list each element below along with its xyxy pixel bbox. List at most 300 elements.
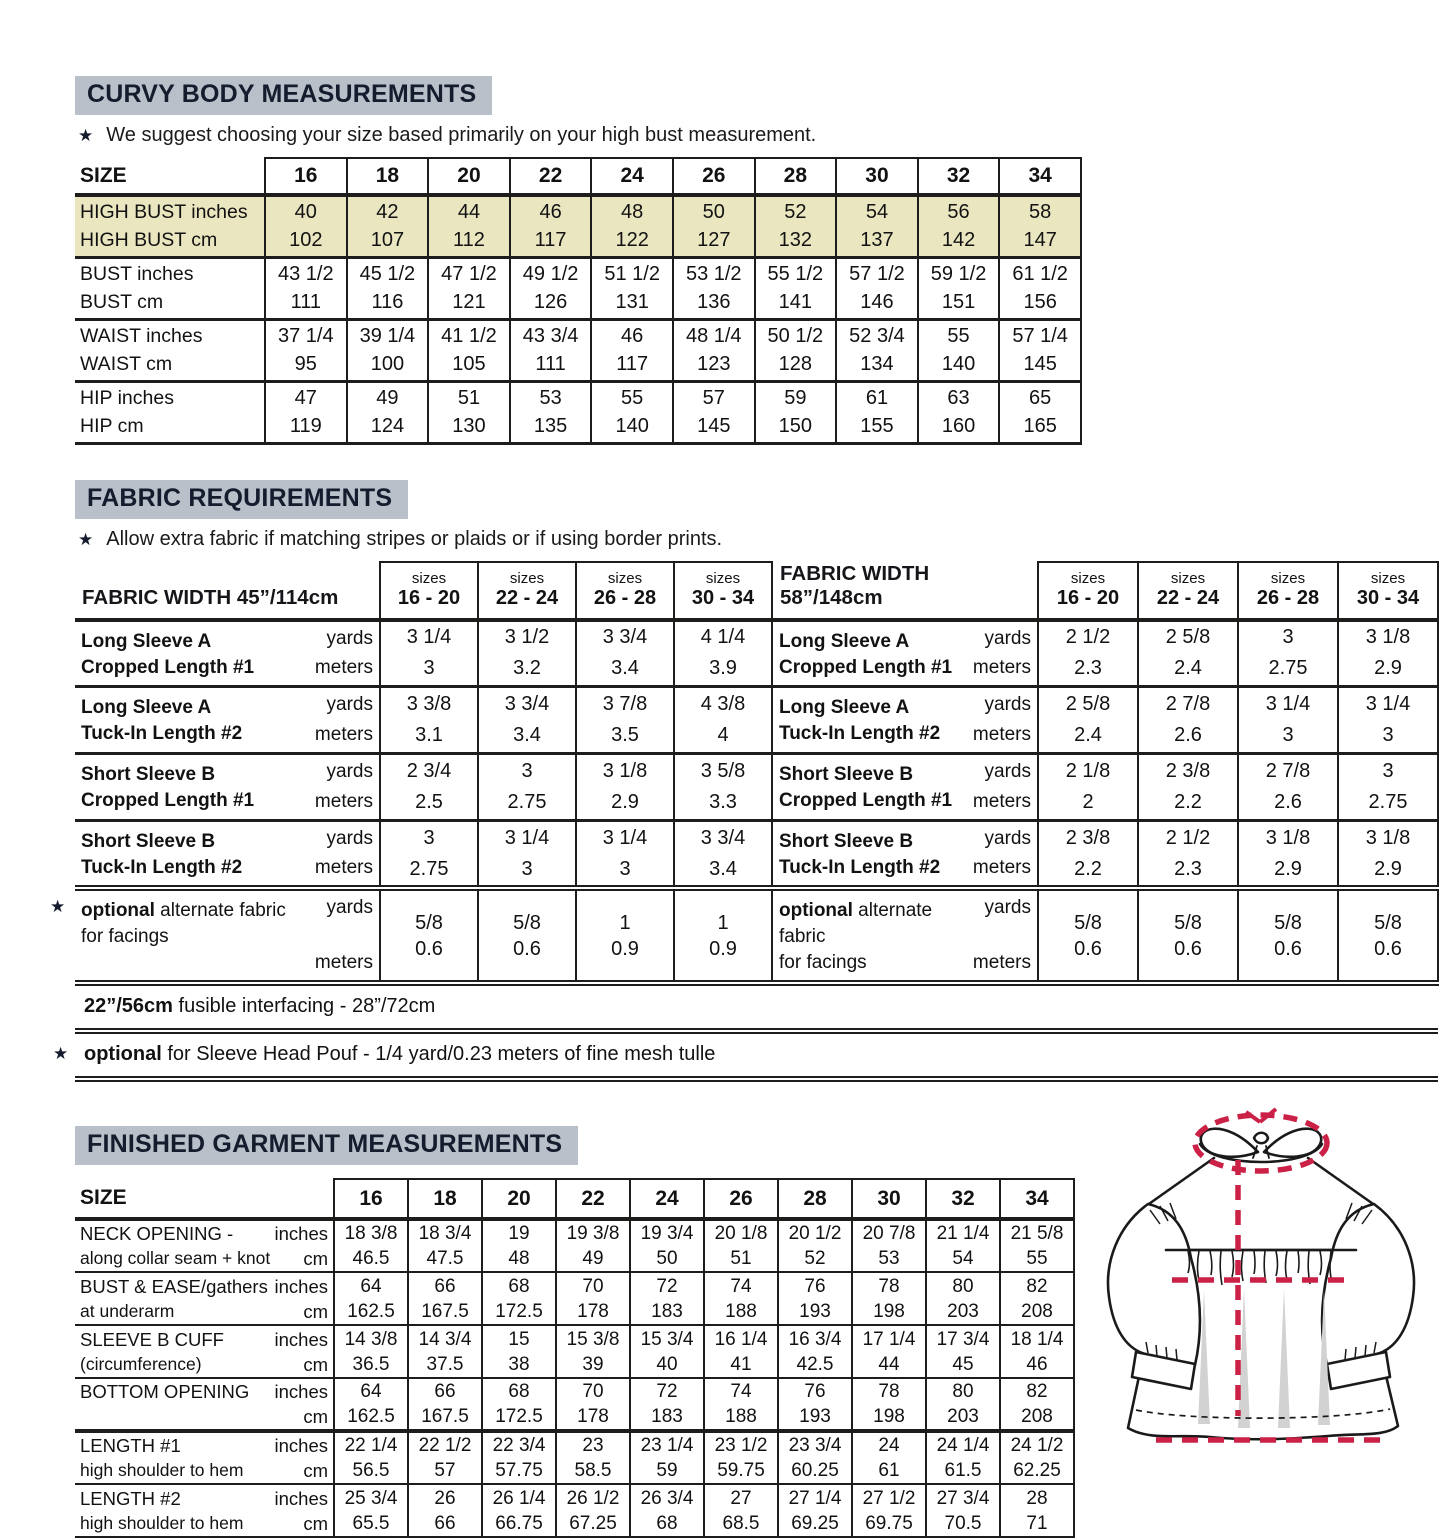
cell-line: 20 1/2: [788, 1223, 842, 1244]
optional-label: [779, 895, 973, 976]
cell-line: 48: [621, 201, 644, 224]
size-range: 22 - 24: [495, 586, 559, 609]
cell-line: 23 3/4: [788, 1435, 842, 1456]
value-cell: [673, 195, 755, 257]
view-label: [779, 826, 940, 881]
pouf-bold: optional: [84, 1043, 162, 1065]
value-cell: [576, 754, 674, 821]
fabric-row: [75, 754, 1438, 821]
cell-line: 56: [947, 201, 970, 224]
cell-line: 18 3/4: [418, 1223, 472, 1244]
value-cell: [673, 381, 755, 443]
table-header-row: [75, 158, 1081, 195]
row-label: [75, 319, 265, 381]
unit-labels: [315, 626, 373, 682]
value-cell: [482, 1325, 556, 1378]
row-label-line: [80, 1327, 328, 1352]
view-label: [81, 692, 242, 748]
cell-line: 50 1/2: [767, 325, 824, 347]
value-cell: [510, 319, 592, 381]
cell-line: 107: [370, 229, 405, 252]
cell-line: 47.5: [426, 1248, 464, 1269]
value-cell: [999, 381, 1081, 443]
cell-line: 3 1/4: [504, 826, 550, 849]
size-header-cell: 32: [918, 158, 1000, 195]
value-cell: [755, 257, 837, 319]
left-sleeve: [1108, 1204, 1200, 1365]
cell-line: 137: [860, 229, 894, 252]
value-cell: [630, 1484, 704, 1537]
cell-line: 124: [370, 415, 405, 437]
value-cell: [408, 1325, 482, 1378]
value-cell: [778, 1378, 852, 1431]
cell-line: 3 1/8: [1365, 826, 1411, 849]
cell-line: 17 1/4: [862, 1328, 916, 1350]
cell-line: 24 1/4: [936, 1435, 990, 1456]
value-cell: [1238, 687, 1338, 754]
cell-line: 5/8: [1374, 911, 1402, 934]
measure-name: BOTTOM OPENING: [80, 1381, 250, 1402]
value-cell: [1138, 754, 1238, 821]
cell-line: 59 1/2: [930, 263, 987, 285]
yards-label: yards: [984, 694, 1031, 715]
meters-label: meters: [314, 952, 373, 973]
cell-line: 50: [702, 201, 725, 224]
value-cell: [1338, 754, 1438, 821]
row-label: [75, 1431, 334, 1484]
value-cell: [482, 1272, 556, 1325]
cell-line: 167.5: [421, 1300, 469, 1322]
cell-line: 17 3/4: [936, 1328, 990, 1350]
cell-line: 24: [878, 1435, 900, 1456]
cell-line: 140: [941, 353, 976, 375]
cell-line: 66: [434, 1381, 456, 1402]
optional-bold: optional: [779, 900, 853, 921]
cell-line: 3: [423, 826, 435, 849]
size-group-header: [1238, 562, 1338, 620]
cell-line: 45 1/2: [359, 263, 416, 285]
star-icon: ★: [53, 1044, 69, 1063]
cell-line: 46: [621, 325, 644, 347]
cell-line: 28: [1026, 1487, 1048, 1509]
cell-line: 140: [615, 415, 649, 437]
value-cell: [556, 1378, 630, 1431]
cell-line: 2 1/8: [1065, 760, 1111, 782]
view-label: [81, 826, 242, 881]
inches-label: inches: [274, 1487, 328, 1509]
finished-garment-table: [75, 1178, 1075, 1538]
value-cell: [556, 1272, 630, 1325]
row-label: [772, 620, 1038, 687]
cell-line: 65.5: [352, 1512, 390, 1534]
section-body-measurements: [75, 76, 1445, 445]
row-label: [75, 1219, 334, 1272]
row-label-wrap: [773, 688, 1037, 752]
cell-line: 178: [577, 1300, 609, 1322]
optional-label-line: for facings: [81, 926, 169, 947]
cell-line: 78: [878, 1275, 900, 1297]
cell-line: 132: [778, 229, 813, 252]
table-row: [75, 1272, 1074, 1325]
value-cell: [428, 319, 510, 381]
cell-line: 130: [452, 415, 486, 437]
row-label: [75, 257, 265, 319]
value-cell: [836, 257, 918, 319]
cell-line: 127: [697, 229, 731, 252]
cell-line: 82: [1026, 1275, 1048, 1297]
value-cell: [852, 1219, 926, 1272]
row-label-wrap: [773, 891, 1037, 980]
value-cell: [673, 319, 755, 381]
value-cell: [428, 257, 510, 319]
cell-line: 66: [434, 1275, 456, 1297]
cell-line: 3: [521, 760, 533, 782]
row-label-wrap: [75, 822, 379, 885]
cell-line: 53: [539, 387, 562, 409]
measure-detail: (circumference): [80, 1353, 202, 1374]
cell-line: 59: [784, 387, 807, 409]
cell-line: 121: [452, 291, 486, 313]
cell-line: 188: [725, 1300, 757, 1322]
value-cell: [478, 888, 576, 983]
cell-line: 178: [577, 1406, 609, 1427]
value-cell: [1000, 1325, 1074, 1378]
star-icon: ★: [78, 126, 94, 145]
cell-line: 162.5: [347, 1300, 395, 1322]
value-cell: [674, 620, 772, 687]
cell-line: 3.4: [611, 657, 639, 680]
cell-line: 3 3/8: [406, 693, 452, 715]
size-header-cell: 20: [428, 158, 510, 195]
value-cell: [347, 381, 429, 443]
pouf-note: ★ optional for Sleeve Head Pouf - 1/4 yard/0.23 meters of fine mesh tulle: [75, 1031, 1438, 1079]
collar-left-petal: [1201, 1129, 1258, 1157]
cell-line: 51: [730, 1248, 752, 1269]
cell-line: 61: [865, 387, 889, 409]
cell-line: 61 1/2: [1012, 263, 1068, 285]
cell-line: 198: [873, 1406, 905, 1427]
fabric-row: [75, 620, 1438, 687]
optional-fabric-row: [75, 888, 1438, 983]
cell-line: 3 5/8: [700, 760, 746, 782]
cell-line: WAIST inches: [80, 325, 203, 347]
cell-line: 0.6: [415, 937, 443, 960]
fabric-width-header: FABRIC WIDTH 45”/114cm: [75, 562, 380, 620]
cell-line: 3.2: [513, 657, 541, 680]
cell-line: 46: [539, 201, 562, 224]
value-cell: [334, 1219, 408, 1272]
sizes-caption: sizes: [1170, 569, 1206, 587]
row-label-line: [80, 1274, 328, 1299]
value-cell: [926, 1378, 1000, 1431]
cell-line: 2 7/8: [1165, 693, 1211, 715]
row-label: [772, 888, 1038, 983]
cell-line: 55 1/2: [767, 263, 824, 285]
cell-line: 172.5: [495, 1406, 543, 1427]
cell-line: 2.6: [1174, 724, 1202, 746]
value-cell: [482, 1484, 556, 1537]
size-suggestion-note: [78, 124, 1445, 147]
row-label-line: [80, 1299, 328, 1324]
cell-line: 2.3: [1074, 657, 1102, 680]
measure-name: NECK OPENING -: [80, 1223, 234, 1244]
value-cell: [918, 195, 1000, 257]
cell-line: 57: [702, 387, 725, 409]
cell-line: 3: [521, 857, 533, 880]
section-fabric-requirements: [50, 480, 1445, 1083]
row-label: [75, 1484, 334, 1537]
meters-label: meters: [314, 724, 373, 745]
cell-line: 47: [294, 387, 317, 409]
value-cell: [1338, 888, 1438, 983]
value-cell: [576, 888, 674, 983]
measure-name: LENGTH #1: [80, 1435, 181, 1456]
cell-line: 61.5: [944, 1460, 982, 1481]
inches-label: inches: [274, 1381, 328, 1402]
cell-line: 42: [376, 201, 399, 224]
sizes-caption: sizes: [1370, 569, 1406, 587]
cell-line: 57: [434, 1460, 456, 1481]
cell-line: 135: [533, 415, 568, 437]
size-header-cell: 34: [999, 158, 1081, 195]
cell-line: 5/8: [415, 911, 443, 934]
size-header-cell: 34: [1000, 1179, 1074, 1219]
value-cell: [347, 195, 429, 257]
cell-line: 23: [582, 1435, 604, 1456]
cell-line: 37 1/4: [277, 325, 334, 347]
value-cell: [1238, 620, 1338, 687]
cell-line: 193: [799, 1406, 831, 1427]
row-label: [75, 195, 265, 257]
view-label-line: Short Sleeve B: [779, 764, 914, 785]
cell-line: 3.4: [709, 857, 737, 880]
cell-line: 54: [952, 1248, 974, 1269]
cm-label: cm: [303, 1460, 328, 1481]
sizes-caption: sizes: [1270, 569, 1306, 587]
row-label-line: [80, 1246, 328, 1271]
cell-line: 116: [371, 291, 404, 313]
optional-label-line: optional alternate fabric: [779, 900, 933, 947]
row-label: [75, 687, 380, 754]
size-header-cell: 22: [510, 158, 592, 195]
yards-label: yards: [984, 761, 1031, 782]
row-label-wrap: [75, 755, 379, 819]
view-label-line: Cropped Length #1: [779, 790, 953, 811]
cell-line: 80: [952, 1275, 974, 1297]
fabric-row: [75, 687, 1438, 754]
cell-line: 2.2: [1174, 791, 1202, 813]
cell-line: 2.9: [1374, 657, 1402, 680]
cell-line: 27 3/4: [936, 1487, 990, 1509]
measure-detail: high shoulder to hem: [80, 1460, 244, 1480]
collar-right-petal: [1264, 1129, 1321, 1157]
value-cell: [778, 1431, 852, 1484]
cell-line: 63: [947, 387, 970, 409]
row-label-line: [80, 1511, 328, 1536]
value-cell: [556, 1431, 630, 1484]
yards-label: yards: [326, 897, 373, 918]
cell-line: 72: [656, 1381, 678, 1402]
value-cell: [926, 1219, 1000, 1272]
cell-line: 100: [370, 353, 405, 375]
size-group-header: [1338, 562, 1438, 620]
yards-label: yards: [984, 897, 1031, 918]
cell-line: 4 3/8: [700, 693, 746, 715]
value-cell: [630, 1431, 704, 1484]
value-cell: [265, 319, 347, 381]
size-header-cell: 16: [334, 1179, 408, 1219]
value-cell: [755, 319, 837, 381]
cell-line: 18 1/4: [1010, 1328, 1064, 1350]
value-cell: [630, 1378, 704, 1431]
cell-line: 53: [878, 1248, 900, 1269]
value-cell: [852, 1325, 926, 1378]
cell-line: 3 1/4: [1365, 693, 1411, 715]
cell-line: 3 3/4: [602, 626, 648, 649]
yards-label: yards: [984, 828, 1031, 849]
value-cell: [591, 257, 673, 319]
cell-line: 1: [717, 911, 729, 934]
cell-line: 4: [717, 724, 729, 746]
cell-line: 21 5/8: [1010, 1223, 1064, 1244]
cell-line: 3.1: [415, 724, 443, 746]
inches-label: inches: [274, 1275, 328, 1297]
view-label: [81, 759, 254, 815]
cell-line: 3 1/2: [504, 626, 550, 649]
value-cell: [347, 257, 429, 319]
fabric-width-header: FABRIC WIDTH 58”/148cm: [772, 562, 1038, 620]
cell-line: 48 1/4: [685, 325, 742, 347]
cell-line: 5/8: [1174, 911, 1202, 934]
cell-line: 3: [423, 657, 435, 680]
size-range: 16 - 20: [1056, 586, 1120, 609]
value-cell: [265, 195, 347, 257]
fabric-requirements-table: [50, 561, 1439, 1083]
cell-line: 14 3/8: [344, 1328, 398, 1350]
cell-line: 72: [656, 1275, 678, 1297]
cell-line: 3 3/4: [700, 826, 746, 849]
cell-line: 15: [508, 1328, 530, 1350]
value-cell: [918, 381, 1000, 443]
unit-labels: [973, 759, 1031, 815]
cell-line: 40: [294, 201, 317, 224]
cell-line: 198: [873, 1300, 905, 1322]
fabric-requirements-title: FABRIC REQUIREMENTS: [75, 480, 408, 519]
cell-line: 50: [656, 1248, 678, 1269]
value-cell: [1238, 821, 1338, 889]
value-cell: [408, 1219, 482, 1272]
body-measurements-title: CURVY BODY MEASUREMENTS: [75, 76, 492, 115]
cell-line: 70: [582, 1275, 604, 1297]
cell-line: 44: [457, 201, 481, 224]
cell-line: 1: [619, 911, 631, 934]
cell-line: 2.2: [1074, 857, 1102, 880]
cell-line: 2: [1082, 791, 1094, 813]
value-cell: [999, 195, 1081, 257]
cell-line: 20 7/8: [862, 1223, 916, 1244]
garment-illustration: [1088, 1098, 1440, 1508]
cell-line: 0.6: [1174, 937, 1202, 960]
cell-line: 5/8: [1274, 911, 1302, 934]
cell-line: 82: [1026, 1381, 1048, 1402]
unit-labels: [973, 626, 1031, 682]
cell-line: 119: [289, 415, 322, 437]
cell-line: 38: [508, 1353, 530, 1375]
cell-line: 25 3/4: [344, 1487, 398, 1509]
table-row: [75, 195, 1081, 257]
cell-line: 2.9: [611, 791, 639, 813]
value-cell: [428, 381, 510, 443]
fabric-header-row: [75, 562, 1438, 620]
unit-labels: [973, 692, 1031, 748]
measure-name: BUST & EASE/gathers: [80, 1275, 268, 1297]
value-cell: [674, 888, 772, 983]
size-range: 30 - 34: [1356, 586, 1420, 609]
value-cell: [918, 319, 1000, 381]
size-group-header: [380, 562, 478, 620]
collar-knot: [1254, 1133, 1268, 1144]
value-cell: [836, 381, 918, 443]
optional-label: [81, 895, 286, 976]
view-label-line: Cropped Length #1: [81, 656, 255, 678]
cell-line: 57 1/2: [849, 263, 905, 285]
value-cell: [926, 1484, 1000, 1537]
measure-detail: at underarm: [80, 1300, 175, 1321]
cell-line: HIGH BUST inches: [80, 201, 248, 224]
star-icon: ★: [78, 529, 94, 549]
value-cell: [704, 1219, 778, 1272]
table-header-row: [75, 1179, 1074, 1219]
cell-line: 3 7/8: [602, 693, 648, 715]
value-cell: [1338, 821, 1438, 889]
value-cell: [852, 1272, 926, 1325]
size-group-header: [674, 562, 772, 620]
cell-line: 46: [1026, 1353, 1048, 1375]
interfacing-size: 22”/56cm: [84, 995, 173, 1017]
row-label-wrap: [773, 622, 1037, 686]
cell-line: 23 1/2: [714, 1435, 768, 1456]
cell-line: 27 1/2: [862, 1487, 916, 1509]
size-range: 26 - 28: [1256, 586, 1320, 609]
interfacing-note: 22”/56cm fusible interfacing - 28”/72cm: [75, 983, 1438, 1031]
body-measurements-table: [75, 157, 1082, 445]
cell-line: 2.9: [1374, 857, 1402, 880]
row-label: [75, 1378, 334, 1431]
value-cell: [778, 1272, 852, 1325]
cell-line: 111: [535, 353, 566, 375]
cell-line: 46.5: [352, 1248, 390, 1269]
size-group-header: [478, 562, 576, 620]
cm-label: cm: [303, 1300, 328, 1322]
value-cell: [1000, 1484, 1074, 1537]
value-cell: [704, 1325, 778, 1378]
cell-line: 26 1/2: [566, 1487, 620, 1509]
cell-line: 41: [730, 1353, 752, 1375]
cell-line: 3: [1282, 724, 1294, 746]
size-group-header: [576, 562, 674, 620]
unit-labels: [315, 692, 373, 748]
meters-label: meters: [972, 857, 1031, 878]
cell-line: 2.75: [507, 791, 547, 813]
value-cell: [1038, 687, 1138, 754]
optional-label-line: optional alternate fabric: [81, 900, 286, 921]
size-header-cell: 28: [778, 1179, 852, 1219]
table-row: [75, 1219, 1074, 1272]
meters-label: meters: [972, 952, 1031, 973]
cell-line: 66: [434, 1512, 456, 1534]
measure-detail: high shoulder to hem: [80, 1512, 244, 1533]
cell-line: 20 1/8: [714, 1223, 768, 1244]
